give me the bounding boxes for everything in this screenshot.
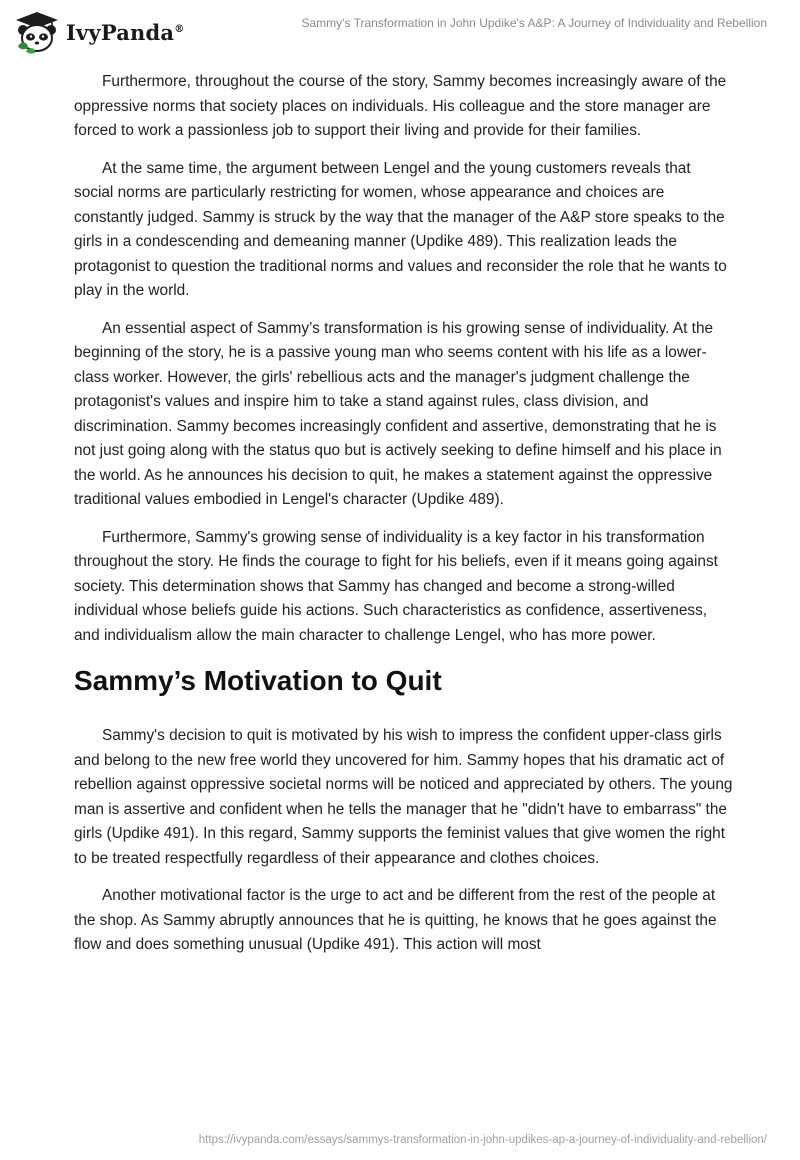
source-url[interactable]: https://ivypanda.com/essays/sammys-transformation-in-john-updikes-ap-a-journey-of-individuality-and-rebellion/ bbox=[198, 1134, 767, 1146]
paragraph: At the same time, the argument between Lengel and the young customers reveals that social norms are particularly restricting for women, whose appearance and choices are constantly judged. Sammy is struck by the way that the manager of the A&P store speaks to the girls in a condescending and demeaning manner (Updike 489). This realization leads the protagonist to question the traditional norms and values and reconsider the role that he wants to play in the world. bbox=[74, 159, 727, 299]
paragraph: Furthermore, throughout the course of the story, Sammy becomes increasingly aware of the oppressive norms that society places on individuals. His colleague and the store manager are forced to work a passionless job to support their living and provide for their families. bbox=[74, 73, 727, 139]
paragraph: An essential aspect of Sammy’s transformation is his growing sense of individuality. At the beginning of the story, he is a passive young man who seems content with his life as a lower-class worker. However, the girls' rebellious acts and the manager's judgment challenge the protagonist's values and inspire him to take a stand against rules, class division, and discrimination. Sammy becomes increasingly confident and assertive, demonstrating that he is not just going along with the status quo but is actively seeking to define himself and his place in the world. As he announces his decision to quit, he makes a statement against the oppressive traditional values embodied in Lengel's character (Updike 489). bbox=[74, 319, 722, 508]
ivypanda-logo[interactable] bbox=[14, 10, 214, 54]
paragraph: Another motivational factor is the urge to act and be different from the rest of the people at the shop. As Sammy abruptly announces that he is quitting, he knows that he goes against the flow and does something unusual (Updike 491). This action will most bbox=[74, 887, 717, 953]
panda-graduate-icon bbox=[14, 10, 60, 54]
paragraph: Furthermore, Sammy's growing sense of individuality is a key factor in his transformation throughout the story. He finds the courage to fight for his beliefs, even if it means going against society. This determination shows that Sammy has changed and become a strong-willed individual whose beliefs guide his actions. Such characteristics as confidence, assertiveness, and individualism allow the main character to challenge Lengel, who has more power. bbox=[74, 528, 718, 644]
section-heading: Sammy’s Motivation to Quit bbox=[74, 665, 442, 696]
paragraph: Sammy's decision to quit is motivated by his wish to impress the confident upper-class girls and belong to the new free world they uncovered for him. Sammy hopes that his dramatic act of rebellion against oppressive societal norms will be noticed and appreciated by others. The young man is assertive and confident when he tells the manager that he "didn't have to embarrass" the girls (Updike 491). In this regard, Sammy supports the feminist values that give women the right to be treated respectfully regardless of their appearance and clothes choices. bbox=[74, 727, 733, 867]
document-title: Sammy's Transformation in John Updike's A&P: A Journey of Individuality and Rebellion bbox=[301, 16, 767, 30]
essay-content bbox=[74, 70, 734, 971]
brand-name: IvyPanda® bbox=[66, 19, 185, 45]
page-header bbox=[0, 0, 800, 60]
